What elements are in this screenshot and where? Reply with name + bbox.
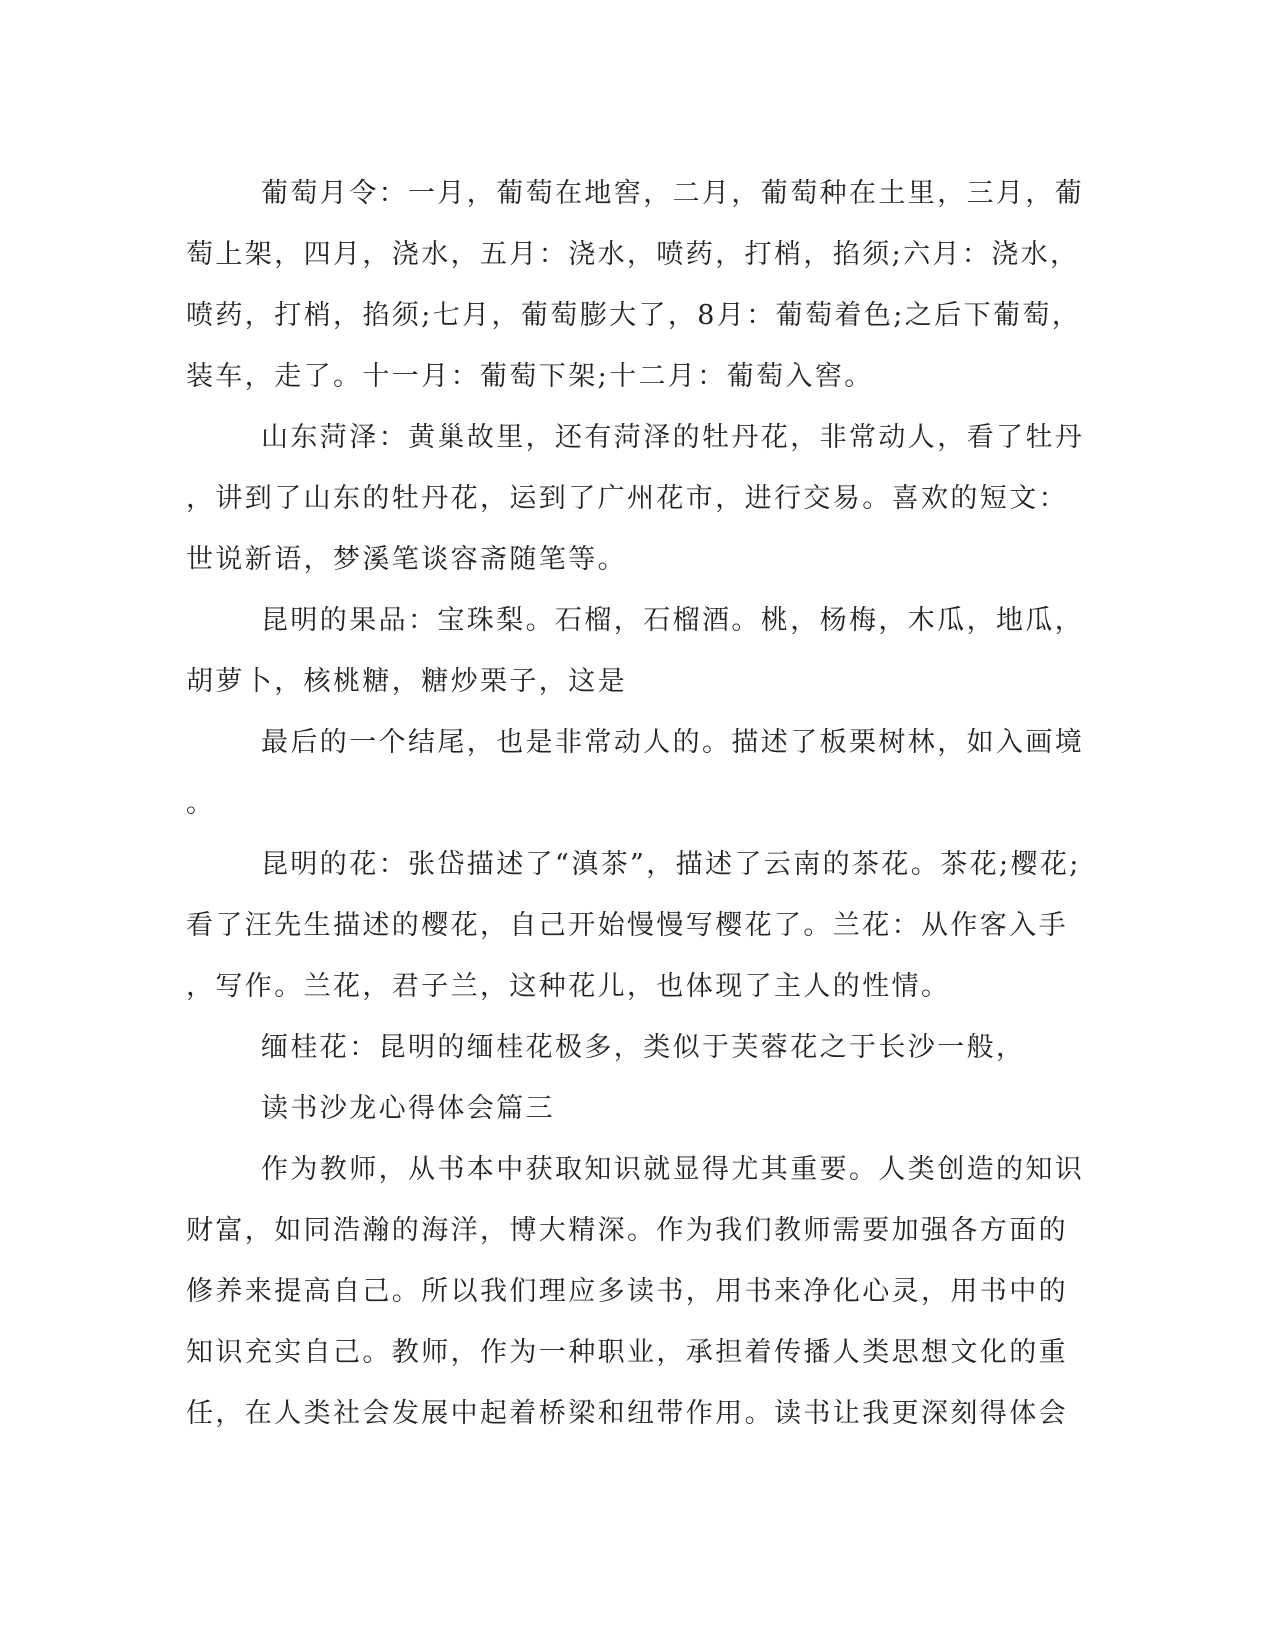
text-line: 读书沙龙心得体会篇三 bbox=[261, 1093, 555, 1124]
text-line: 装车，走了。十一月：葡萄下架;十二月：葡萄入窖。 bbox=[186, 361, 874, 392]
text-line: 山东菏泽：黄巢故里，还有菏泽的牡丹花，非常动人，看了牡丹 bbox=[261, 422, 1085, 453]
text-line: 。 bbox=[186, 788, 216, 819]
text-line: 昆明的果品：宝珠梨。石榴，石榴酒。桃，杨梅，木瓜，地瓜， bbox=[261, 605, 1085, 636]
paragraph-kunming-flowers bbox=[186, 834, 1081, 1017]
paragraph-ending bbox=[186, 712, 1085, 834]
section-heading bbox=[186, 1078, 1066, 1139]
text-line: 作为教师，从书本中获取知识就显得尤其重要。人类创造的知识 bbox=[261, 1154, 1085, 1185]
paragraph-teacher-reading bbox=[186, 1139, 1085, 1444]
paragraph-heze bbox=[186, 407, 1085, 590]
paragraph-kunming-fruits bbox=[186, 590, 1085, 712]
text-line: 最后的一个结尾，也是非常动人的。描述了板栗树林，如入画境 bbox=[261, 727, 1085, 758]
text-line: 喷药，打梢，掐须;七月，葡萄膨大了，8月：葡萄着色;之后下葡萄， bbox=[186, 300, 1082, 331]
text-line: 看了汪先生描述的樱花，自己开始慢慢写樱花了。兰花：从作客入手 bbox=[186, 910, 1068, 941]
text-line: ，写作。兰花，君子兰，这种花儿，也体现了主人的性情。 bbox=[186, 971, 951, 1002]
text-line: 萄上架，四月，浇水，五月：浇水，喷药，打梢，掐须;六月：浇水， bbox=[186, 239, 1080, 270]
paragraph-michelia bbox=[186, 1017, 1066, 1078]
text-line: 胡萝卜，核桃糖，糖炒栗子，这是 bbox=[186, 666, 627, 697]
text-line: 昆明的花：张岱描述了“滇茶”，描述了云南的茶花。茶花;樱花; bbox=[261, 849, 1081, 880]
text-line: ，讲到了山东的牡丹花，运到了广州花市，进行交易。喜欢的短文： bbox=[186, 483, 1068, 514]
text-line: 缅桂花：昆明的缅桂花极多，类似于芙蓉花之于长沙一般， bbox=[261, 1032, 1026, 1063]
text-line: 知识充实自己。教师，作为一种职业，承担着传播人类思想文化的重 bbox=[186, 1337, 1068, 1368]
text-line: 世说新语，梦溪笔谈容斋随笔等。 bbox=[186, 544, 627, 575]
text-line: 修养来提高自己。所以我们理应多读书，用书来净化心灵，用书中的 bbox=[186, 1276, 1068, 1307]
text-line: 财富，如同浩瀚的海洋，博大精深。作为我们教师需要加强各方面的 bbox=[186, 1215, 1068, 1246]
text-line: 葡萄月令：一月，葡萄在地窖，二月，葡萄种在土里，三月，葡 bbox=[261, 178, 1085, 209]
text-line: 任，在人类社会发展中起着桥梁和纽带作用。读书让我更深刻得体会 bbox=[186, 1398, 1068, 1429]
document-body bbox=[186, 163, 1085, 1444]
paragraph-grape-calendar bbox=[186, 163, 1085, 407]
